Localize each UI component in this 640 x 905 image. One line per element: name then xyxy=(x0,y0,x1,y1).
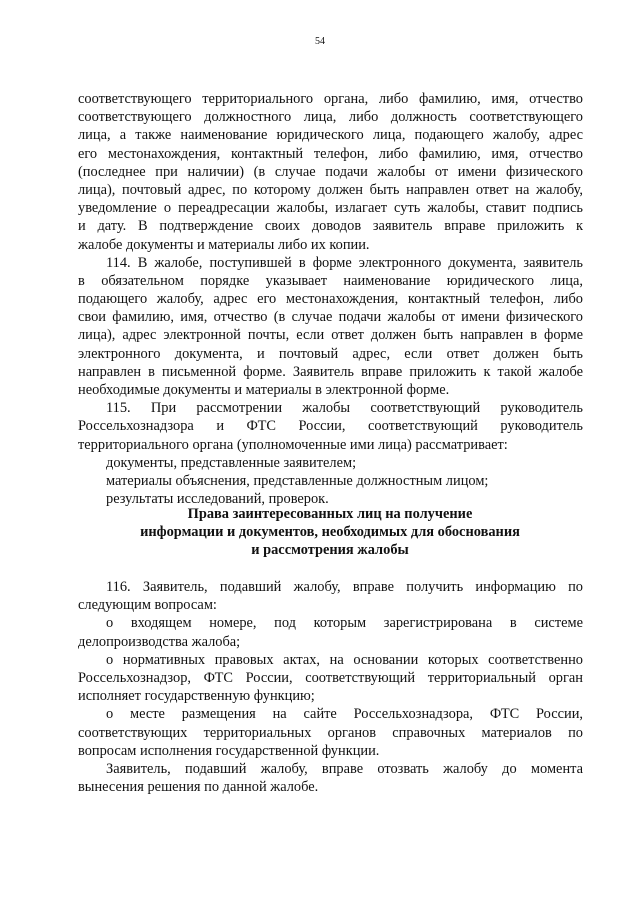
text-line: Россельхознадзора и ФТС России, соответствующий руководитель xyxy=(78,418,583,435)
text-line: исполняет государственную функцию; xyxy=(78,688,315,705)
text-line: необходимые документы и материалы в электронной форме. xyxy=(78,382,450,398)
text-line: подающего жалобу, адрес его местонахождения, контактный телефон, либо xyxy=(78,291,583,308)
page-number: 54 xyxy=(315,36,325,47)
text-line: уведомление о переадресации жалобы, излагает суть жалобы, ставит подпись xyxy=(78,200,583,217)
list-item: материалы объяснения, представленные должностным лицом; xyxy=(106,472,489,489)
paragraph-last-start: Заявитель, подавший жалобу, вправе отозвать жалобу до момента xyxy=(106,760,583,777)
text-line: жалобе документы и материалы либо их копии. xyxy=(78,236,370,253)
text-line: и дату. В подтверждение своих доводов заявитель вправе приложить к xyxy=(78,218,583,235)
text-line: лица, а также наименование юридического лица, подающего жалобу, адрес xyxy=(78,127,583,144)
paragraph-115-start: 115. При рассмотрении жалобы соответствующий руководитель xyxy=(106,400,583,417)
text-line: следующим вопросам: xyxy=(78,597,217,614)
body-text-bottom xyxy=(78,578,583,796)
text-line: свои фамилию, имя, отчество (в случае подачи жалобы от имени физического xyxy=(78,309,583,326)
paragraph-114-start: 114. В жалобе, поступившей в форме электронного документа, заявитель xyxy=(106,254,583,271)
text-line: территориального органа (уполномоченные ими лица) рассматривает: xyxy=(78,436,508,453)
text-line: (последнее при наличии) (в случае подачи жалобы от имени физического xyxy=(78,163,583,180)
text-line: электронного документа, и почтовый адрес, если ответ должен быть xyxy=(78,345,583,362)
list-item: документы, представленные заявителем; xyxy=(106,454,357,471)
text-line: лица), адрес электронной почты, если ответ должен быть направлен в форме xyxy=(78,327,583,344)
text-line: его местонахождения, контактный телефон, либо фамилию, имя, отчество xyxy=(78,145,583,162)
text-line: лица), почтовый адрес, по которому должен быть направлен ответ на жалобу, xyxy=(78,181,583,198)
text-line: в обязательном порядке указывает наименование юридического лица, xyxy=(78,272,583,289)
list-item: о входящем номере, под которым зарегистрирована в системе xyxy=(106,615,583,632)
section-heading xyxy=(60,505,600,560)
list-item: результаты исследований, проверок. xyxy=(106,491,329,508)
heading-line: и рассмотрения жалобы xyxy=(251,542,409,559)
text-line: соответствующих территориальных органов справочных материалов по xyxy=(78,724,583,741)
list-item: о нормативных правовых актах, на основании которых соответственно xyxy=(106,651,583,668)
body-text-top xyxy=(78,90,583,508)
text-line: Россельхознадзор, ФТС России, соответствующий территориальный орган xyxy=(78,669,583,686)
text-line: вопросам исполнения государственной функции. xyxy=(78,742,380,759)
heading-line: Права заинтересованных лиц на получение xyxy=(187,506,473,522)
text-line: вынесения решения по данной жалобе. xyxy=(78,779,319,796)
list-item: о месте размещения на сайте Россельхознадзора, ФТС России, xyxy=(106,706,583,723)
text-line: делопроизводства жалоба; xyxy=(78,633,241,650)
paragraph-116-start: 116. Заявитель, подавший жалобу, вправе получить информацию по xyxy=(106,579,583,595)
text-line: соответствующего должностного лица, либо должность соответствующего xyxy=(78,109,583,126)
text-line: соответствующего территориального органа, либо фамилию, имя, отчество xyxy=(78,91,583,107)
text-line: направлен в письменной форме. Заявитель вправе приложить к такой жалобе xyxy=(78,363,583,380)
heading-line: информации и документов, необходимых для обоснования xyxy=(140,524,520,541)
